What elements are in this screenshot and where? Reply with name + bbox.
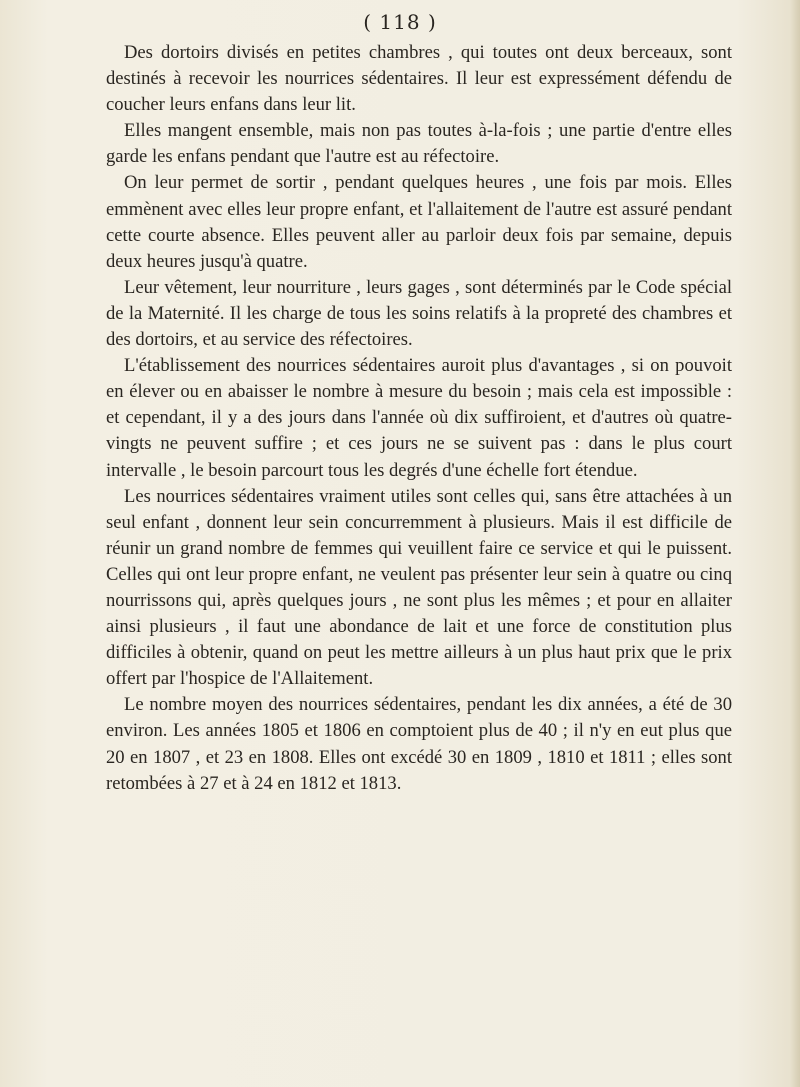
paragraph: L'établissement des nourrices sédentaires auroit plus d'avantages , si on pouvoit en élever ou en abaisser le nombre à mesure du besoin ; mais cela est impossible : et cependant, il y a des jours dans l'année où dix suffiroient, et d'autres où quatre-vingts ne peuvent suffire ; et ces jours ne se suivent pas : dans le plus court intervalle , le besoin parcourt tous les degrés d'une échelle fort étendue. <box>106 355 732 481</box>
paragraph: Des dortoirs divisés en petites chambres , qui toutes ont deux berceaux, sont destinés à recevoir les nourrices sédentaires. Il leur est expressément défendu de coucher leurs enfans dans leur lit. <box>106 42 732 116</box>
paragraph: Elles mangent ensemble, mais non pas toutes à-la-fois ; une partie d'entre elles garde les enfans pendant que l'autre est au réfectoire. <box>106 120 732 168</box>
paragraph: Le nombre moyen des nourrices sédentaires, pendant les dix années, a été de 30 environ. Les années 1805 et 1806 en comptoient plus de 40 ; il n'y en eut plus que 20 en 1807 , et 23 en 1808. Elles ont excédé 30 en 1809 , 1810 et 1811 ; elles sont retombées à 27 et à 24 en 1812 et 1813. <box>106 694 732 794</box>
page-number: ( 118 ) <box>363 10 437 34</box>
page-edge-shadow <box>790 0 800 1087</box>
paragraph: Les nourrices sédentaires vraiment utiles sont celles qui, sans être attachées à un seul enfant , donnent leur sein concurremment à plusieurs. Mais il est difficile de réunir un grand nombre de femmes qui veuillent faire ce service et qui le puissent. Celles qui ont leur propre enfant, ne veulent pas présenter leur sein à quatre ou cinq nourrissons qui, après quelques jours , ne sont plus les mêmes ; et pour en allaiter ainsi plusieurs , il faut une abondance de lait et une force de constitution plus difficiles à obtenir, quand on peut les mettre ailleurs à un plus haut prix que le prix offert par l'hospice de l'Allaitement. <box>106 485 732 690</box>
paragraph: Leur vêtement, leur nourriture , leurs gages , sont déterminés par le Code spécial de la Maternité. Il les charge de tous les soins relatifs à la propreté des chambres et des dortoirs, et au service des réfectoires. <box>106 276 732 351</box>
paragraph: On leur permet de sortir , pendant quelques heures , une fois par mois. Elles emmènent avec elles leur propre enfant, et l'allaitement de l'autre est assuré pendant cette courte absence. Elles peuvent aller au parloir deux fois par semaine, depuis deux heures jusqu'à quatre. <box>106 172 732 272</box>
body-text <box>106 40 732 797</box>
